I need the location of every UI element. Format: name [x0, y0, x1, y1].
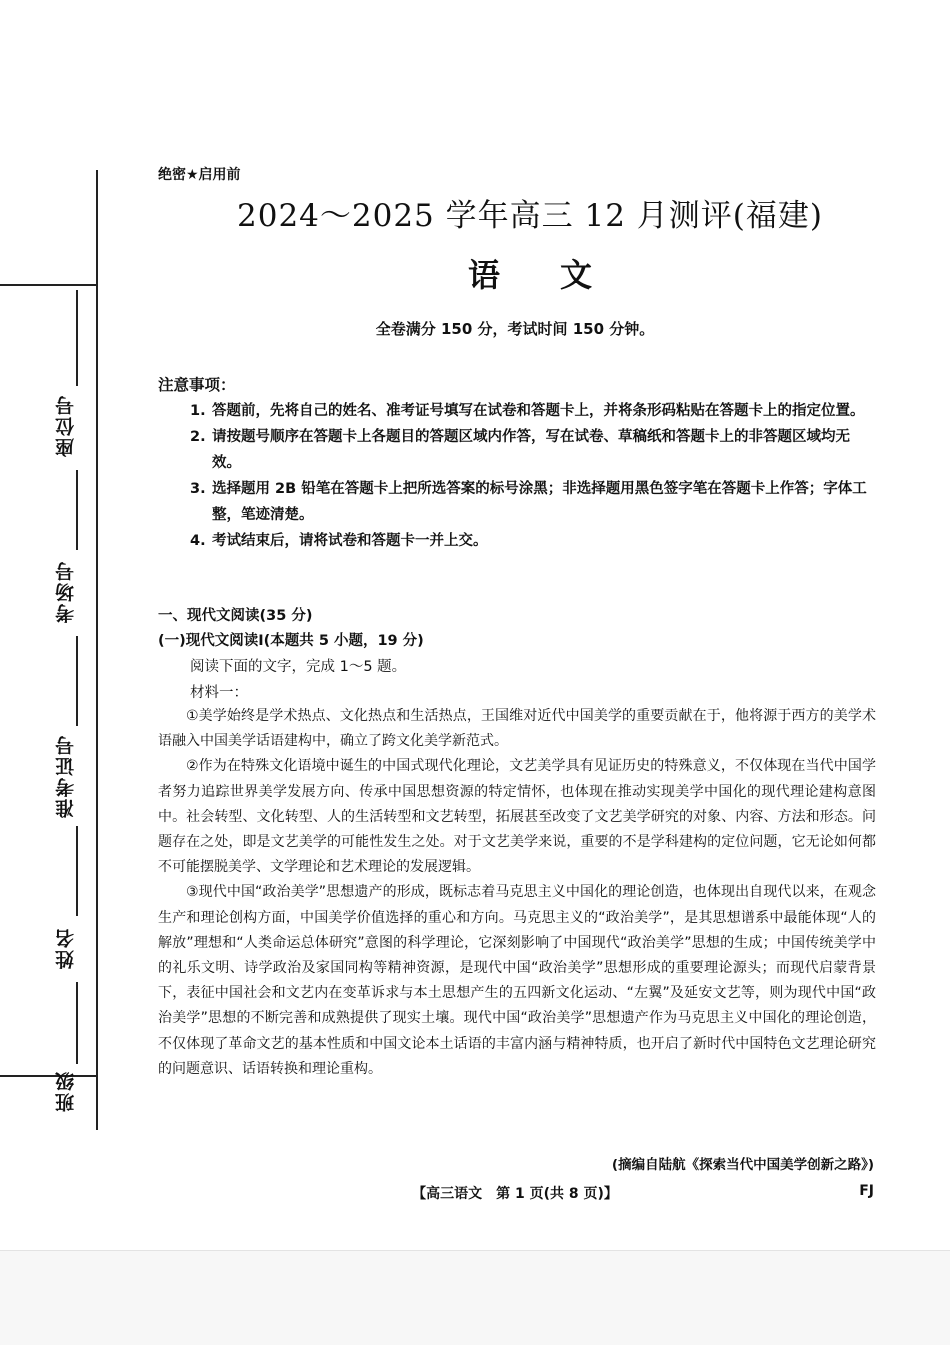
notice-item [190, 398, 875, 424]
passage-paragraph: ②作为在特殊文化语境中诞生的中国式现代化理论，文艺美学具有见证历史的特殊意义，不仅体现在当代中国学者努力追踪世界美学发展方向、传承中国思想资源的特定情怀，也体现在推动实现美学中国化的现代理论建构意图中。社会转型、文化转型、人的生活转型和文艺转型，拓展甚至改变了文艺美学研究的对象、内容、方法和形态。问题存在之处，即是文艺美学的可能性发生之处。对于文艺美学来说，重要的不是学科建构的定位问题，它无论如何都不可能摆脱美学、文学理论和艺术理论的发展逻辑。 [158, 758, 876, 876]
admission-underline [76, 636, 78, 726]
notice-item-text: 选择题用 2B 铅笔在答题卡上把所选答案的标号涂黑；非选择题用黑色签字笔在答题卡上作答；字体工整，笔迹清楚。 [212, 481, 867, 523]
admission-field-label: 准考证号 [55, 734, 77, 818]
confidential-mark: 绝密★启用前 [158, 167, 241, 183]
material-label: 材料一： [190, 685, 248, 701]
notice-item [190, 528, 875, 554]
notice-item [190, 476, 875, 528]
binding-line [96, 170, 98, 1130]
region-code: FJ [859, 1183, 874, 1199]
section-heading: 一、现代文阅读(35 分) [158, 608, 313, 624]
class-underline [76, 982, 78, 1064]
exam-title: 2024～2025 学年高三 12 月测评(福建) [237, 198, 823, 234]
full-score-line: 全卷满分 150 分，考试时间 150 分钟。 [375, 320, 655, 338]
notice-list [190, 398, 875, 554]
name-field-label: 姓名 [55, 927, 77, 969]
passage-source: (摘编自陆航《探索当代中国美学创新之路》) [611, 1157, 874, 1173]
room-field-label: 考场号 [55, 560, 77, 624]
passage-paragraph: ③现代中国“政治美学”思想遗产的形成，既标志着马克思主义中国化的理论创造，也体现出自现代以来，在观念生产和理论创构方面，中国美学价值选择的重心和方向。马克思主义的“政治美学”，是其思想谱系中最能体现“人的解放”理想和“人类命运总体研究”意图的科学理论，它深刻影响了中国现代“政治美学”思想的生成；中国传统美学中的礼乐文明、诗学政治及家国同构等精神资源，是现代中国“政治美学”思想形成的重要理论源头；而现代启蒙背景下，表征中国社会和文艺内在变革诉求与本土思想产生的五四新文化运动、“左翼”及延安文艺等，则为现代中国“政治美学”思想的不断完善和成熟提供了现实土壤。现代中国“政治美学”思想遗产作为马克思主义中国化的理论创造，不仅体现了革命文艺的基本性质和中国文论本土话语的丰富内涵与精神特质，也开启了新时代中国特色文艺理论研究的问题意识、话语转换和理论重构。 [158, 884, 876, 1077]
passage [158, 704, 876, 1082]
viewer-background [0, 1250, 950, 1345]
page-footer: 【高三语文 第 1 页(共 8 页)】 [412, 1186, 618, 1202]
notice-item-number: 3. [190, 481, 206, 497]
reading-instruction: 阅读下面的文字，完成 1～5 题。 [190, 659, 407, 675]
notice-item-text: 答题前，先将自己的姓名、准考证号填写在试卷和答题卡上，并将条形码粘贴在答题卡上的指定位置。 [212, 403, 865, 419]
notice-heading: 注意事项： [158, 376, 236, 394]
notice-item-number: 2. [190, 429, 206, 445]
passage-paragraph: ①美学始终是学术热点、文化热点和生活热点，王国维对近代中国美学的重要贡献在于，他将源于西方的美学术语融入中国美学话语建构中，确立了跨文化美学新范式。 [158, 708, 876, 750]
notice-item-text: 考试结束后，请将试卷和答题卡一并上交。 [212, 533, 488, 549]
name-underline [76, 826, 78, 916]
subject-title: 语文 [467, 256, 652, 294]
notice-item-number: 1. [190, 403, 206, 419]
subsection-heading: (一)现代文阅读Ⅰ(本题共 5 小题，19 分) [158, 633, 424, 649]
class-field-label: 班级 [55, 1070, 77, 1112]
seat-field-label: 座位号 [55, 394, 77, 458]
room-underline [76, 470, 78, 550]
notice-item-number: 4. [190, 533, 206, 549]
notice-item [190, 424, 875, 476]
notice-item-text: 请按题号顺序在答题卡上各题目的答题区域内作答，写在试卷、草稿纸和答题卡上的非答题区域均无效。 [212, 429, 850, 471]
